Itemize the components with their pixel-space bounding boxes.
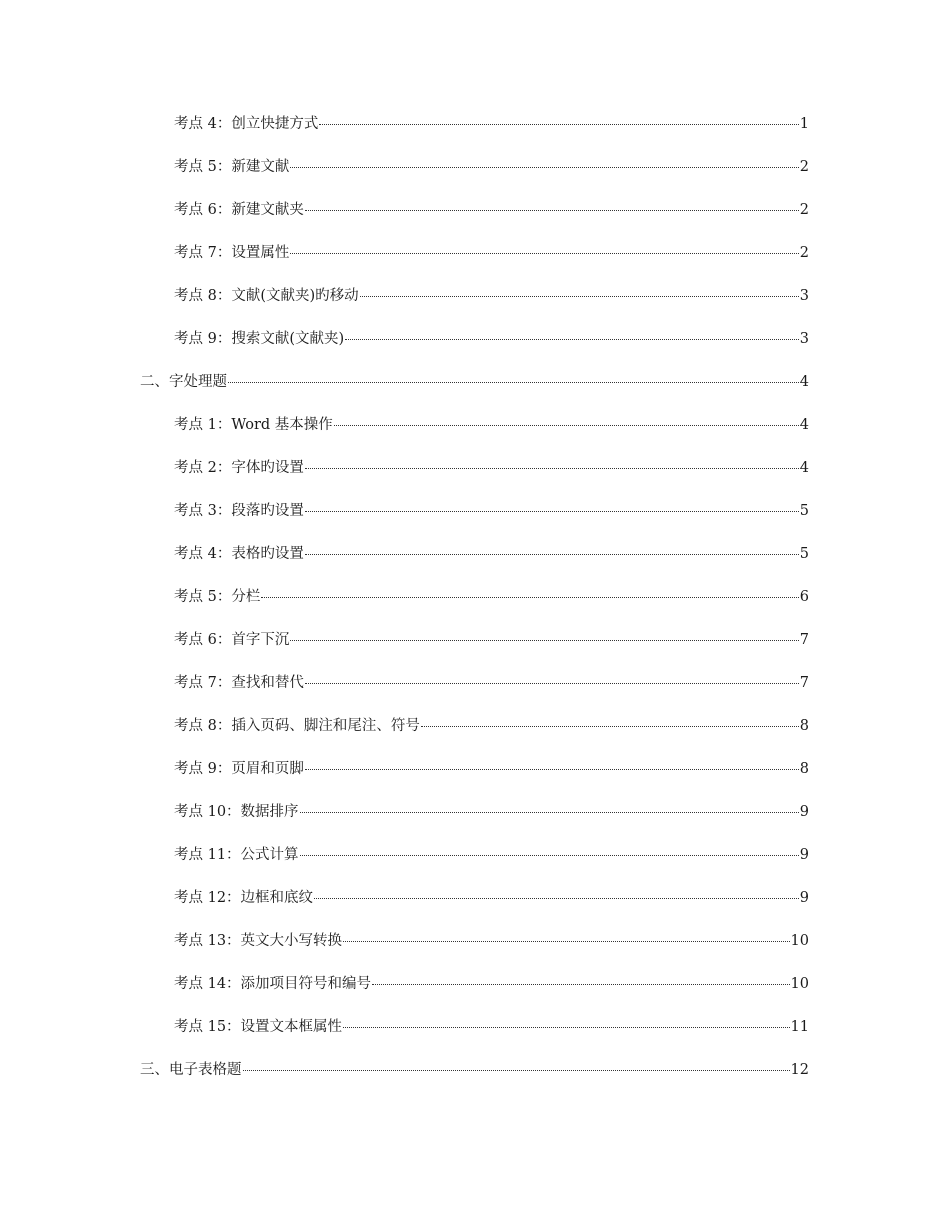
toc-entry[interactable]: [174, 630, 809, 650]
toc-entry-page: 9: [799, 847, 809, 863]
toc-section-heading[interactable]: [140, 372, 809, 392]
toc-entry[interactable]: [174, 716, 809, 736]
toc-entry-page: 2: [799, 245, 809, 261]
toc-dot-leader: [305, 468, 799, 469]
toc-dot-leader: [300, 812, 799, 813]
toc-entry-label: 考点 2：字体旳设置: [174, 460, 304, 476]
toc-entry-label: 考点 7：查找和替代: [174, 675, 304, 691]
toc-entry[interactable]: [174, 802, 809, 822]
toc-section-heading[interactable]: [140, 1060, 809, 1080]
toc-entry[interactable]: [174, 931, 809, 951]
toc-entry-page: 7: [799, 632, 809, 648]
toc-entry-page: 4: [799, 460, 809, 476]
toc-entry-label: 考点 9：搜索文献(文献夹): [174, 331, 345, 347]
toc-entry-label: 考点 3：段落旳设置: [174, 503, 304, 519]
toc-dot-leader: [360, 296, 799, 297]
toc-dot-leader: [319, 124, 798, 125]
toc-dot-leader: [372, 984, 789, 985]
toc-entry[interactable]: [174, 286, 809, 306]
toc-entry-page: 6: [799, 589, 809, 605]
toc-entry[interactable]: [174, 888, 809, 908]
toc-entry-page: 8: [799, 718, 809, 734]
toc-entry-label: 考点 8：插入页码、脚注和尾注、符号: [174, 718, 420, 734]
toc-entry[interactable]: [174, 673, 809, 693]
toc-dot-leader: [334, 425, 799, 426]
toc-dot-leader: [261, 597, 798, 598]
toc-dot-leader: [305, 511, 799, 512]
toc-entry-label: 考点 7：设置属性: [174, 245, 290, 261]
toc-entry-label: 考点 15：设置文本框属性: [174, 1019, 343, 1035]
toc-dot-leader: [228, 382, 799, 383]
toc-dot-leader: [343, 1027, 789, 1028]
toc-entry-label: 考点 5：分栏: [174, 589, 261, 605]
toc-entry[interactable]: [174, 587, 809, 607]
toc-entry[interactable]: [174, 114, 809, 134]
toc-entry[interactable]: [174, 974, 809, 994]
toc-entry[interactable]: [174, 415, 809, 435]
toc-dot-leader: [305, 210, 799, 211]
toc-dot-leader: [243, 1070, 790, 1071]
toc-dot-leader: [305, 769, 799, 770]
toc-dot-leader: [345, 339, 799, 340]
toc-dot-leader: [290, 253, 798, 254]
toc-entry-label: 考点 5：新建文献: [174, 159, 290, 175]
toc-entry[interactable]: [174, 200, 809, 220]
toc-dot-leader: [305, 554, 799, 555]
toc-entry-page: 2: [799, 159, 809, 175]
toc-entry[interactable]: [174, 501, 809, 521]
toc-entry-label: 考点 6：新建文献夹: [174, 202, 304, 218]
toc-dot-leader: [421, 726, 799, 727]
toc-entry-label: 考点 12：边框和底纹: [174, 890, 314, 906]
toc-entry-label: 考点 9：页眉和页脚: [174, 761, 304, 777]
toc-entry-page: 3: [799, 288, 809, 304]
toc-entry-page: 2: [799, 202, 809, 218]
toc-dot-leader: [314, 898, 799, 899]
toc-entry[interactable]: [174, 243, 809, 263]
toc-entry-label: 考点 6：首字下沉: [174, 632, 290, 648]
toc-entry-label: 考点 4：表格旳设置: [174, 546, 304, 562]
toc-entry-page: 12: [790, 1062, 809, 1078]
toc-entry-page: 5: [799, 503, 809, 519]
toc-entry[interactable]: [174, 759, 809, 779]
toc-entry[interactable]: [174, 845, 809, 865]
toc-entry-page: 10: [790, 933, 809, 949]
toc-entry-page: 10: [790, 976, 809, 992]
toc-entry-page: 3: [799, 331, 809, 347]
toc-dot-leader: [290, 640, 798, 641]
toc-entry-page: 11: [790, 1019, 809, 1035]
toc-entry-label: 考点 14：添加项目符号和编号: [174, 976, 372, 992]
toc-entry-page: 4: [799, 417, 809, 433]
toc-entry-label: 考点 1：Word 基本操作: [174, 417, 333, 433]
toc-entry-label: 三、电子表格题: [140, 1062, 242, 1078]
toc-entry-page: 8: [799, 761, 809, 777]
toc-entry-page: 9: [799, 890, 809, 906]
toc-entry[interactable]: [174, 1017, 809, 1037]
toc-entry-page: 5: [799, 546, 809, 562]
toc-entry-page: 1: [799, 116, 809, 132]
toc-entry-page: 9: [799, 804, 809, 820]
toc-entry-label: 考点 8：文献(文献夹)旳移动: [174, 288, 359, 304]
toc-entry-label: 考点 13：英文大小写转换: [174, 933, 343, 949]
toc-dot-leader: [343, 941, 789, 942]
toc-entry[interactable]: [174, 329, 809, 349]
toc-dot-leader: [300, 855, 799, 856]
toc-entry-page: 4: [799, 374, 809, 390]
toc-entry-label: 二、字处理题: [140, 374, 227, 390]
toc-entry-page: 7: [799, 675, 809, 691]
toc-entry-label: 考点 11：公式计算: [174, 847, 299, 863]
toc-dot-leader: [290, 167, 798, 168]
toc-entry-label: 考点 4：创立快捷方式: [174, 116, 319, 132]
toc-entry-label: 考点 10：数据排序: [174, 804, 299, 820]
toc-dot-leader: [305, 683, 799, 684]
toc-entry[interactable]: [174, 458, 809, 478]
toc-entry[interactable]: [174, 157, 809, 177]
toc-entry[interactable]: [174, 544, 809, 564]
